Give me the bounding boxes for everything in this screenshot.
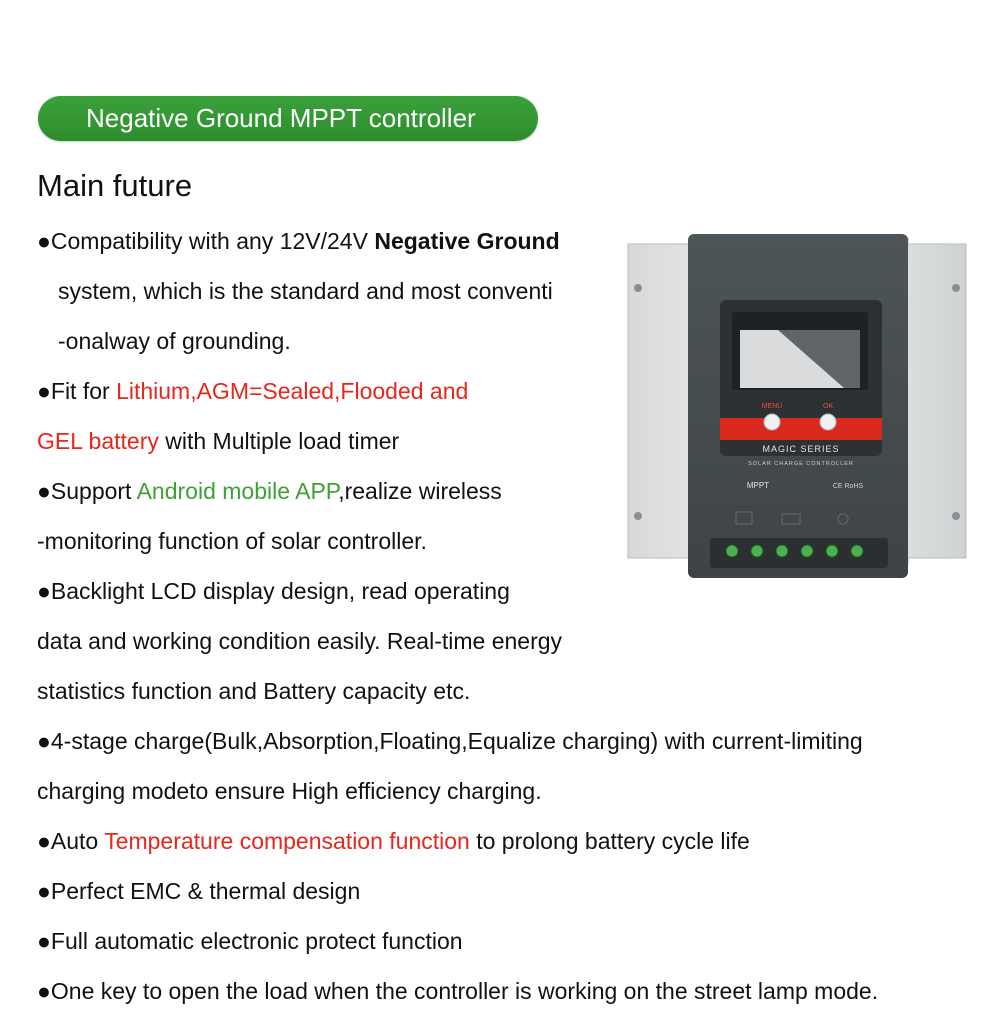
ok-button[interactable] [820, 414, 836, 430]
feature-line-app-cont: -monitoring function of solar controller. [37, 528, 427, 554]
feature-line-lcd: ●Backlight LCD display design, read operating [37, 578, 510, 604]
feature-line-compatibility: ●Compatibility with any 12V/24V Negative Ground [37, 228, 560, 254]
terminal-screw-icon [851, 545, 863, 557]
cert-text: CE RoHS [832, 483, 864, 490]
mount-hole-icon [634, 512, 642, 520]
mount-hole-icon [952, 284, 960, 292]
terminal-screw-icon [826, 545, 838, 557]
feature-line-charge-cont: charging modeto ensure High efficiency charging. [37, 778, 542, 804]
feature-line-battery-cont: GEL battery with Multiple load timer [37, 428, 400, 454]
controller-product-image [622, 230, 972, 580]
menu-label: MENU [761, 403, 783, 410]
terminal-screw-icon [776, 545, 788, 557]
section-heading: Main future [37, 168, 193, 203]
feature-line-temperature: ●Auto Temperature compensation function to prolong battery cycle life [37, 828, 750, 854]
feature-line-battery: ●Fit for Lithium,AGM=Sealed,Flooded and [37, 378, 469, 404]
mount-hole-icon [634, 284, 642, 292]
red-stripe [720, 418, 882, 440]
feature-line-lcd-cont: data and working condition easily. Real-time energy [37, 628, 563, 654]
terminal-screw-icon [751, 545, 763, 557]
menu-button[interactable] [764, 414, 780, 430]
series-text: MAGIC SERIES [762, 444, 840, 454]
terminal-screw-icon [801, 545, 813, 557]
terminal-screw-icon [726, 545, 738, 557]
mount-hole-icon [952, 512, 960, 520]
feature-line-app: ●Support Android mobile APP,realize wireless [37, 478, 502, 504]
ok-label: OK [822, 403, 834, 410]
subtitle-text: SOLAR CHARGE CONTROLLER [748, 461, 854, 467]
section-banner: Negative Ground MPPT controller [38, 96, 538, 141]
feature-line-street-lamp: ●One key to open the load when the controller is working on the street lamp mode. [37, 978, 879, 1004]
feature-line-compatibility-end: -onalway of grounding. [58, 328, 291, 354]
model-text: MPPT [746, 481, 770, 490]
feature-line-lcd-end: statistics function and Battery capacity etc. [37, 678, 471, 704]
feature-line-charge: ●4-stage charge(Bulk,Absorption,Floating,Equalize charging) with current-limiting [37, 728, 863, 754]
feature-line-emc: ●Perfect EMC & thermal design [37, 878, 361, 904]
feature-line-protect: ●Full automatic electronic protect function [37, 928, 463, 954]
feature-line-compatibility-cont: system, which is the standard and most conventi [58, 278, 553, 304]
